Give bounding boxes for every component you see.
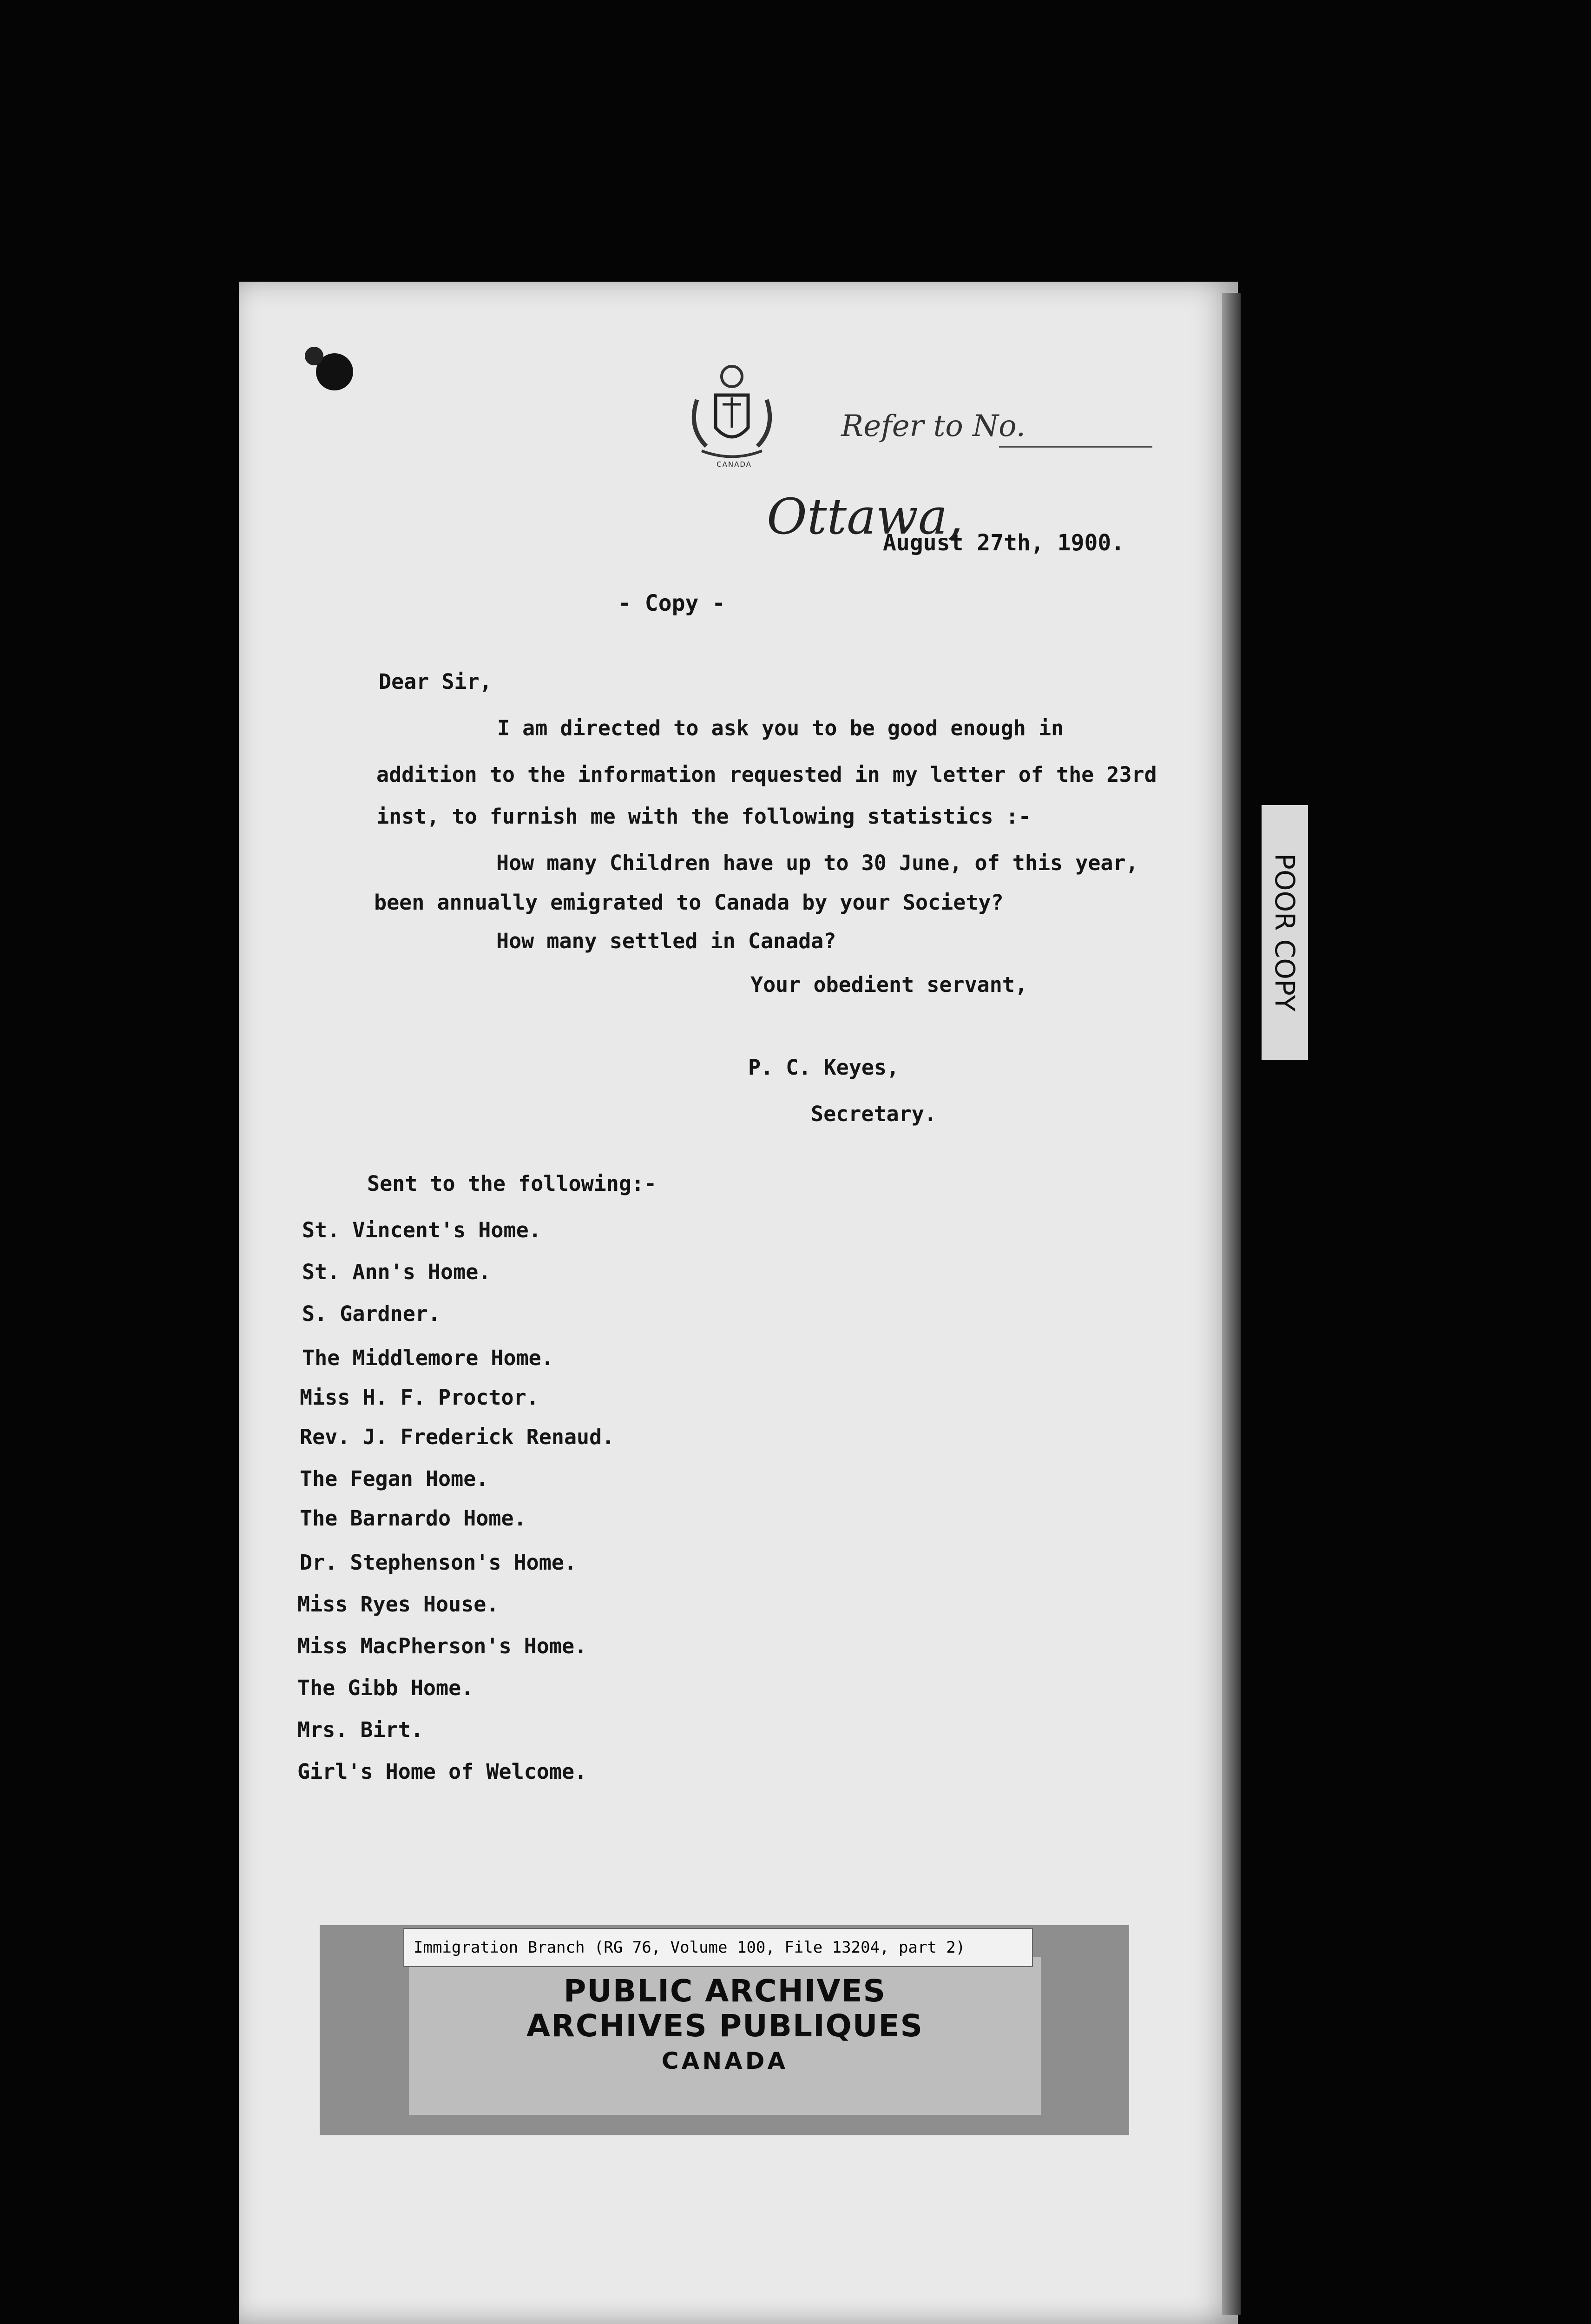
poor-copy-tag <box>1262 805 1308 1060</box>
recipient-item: The Middlemore Home. <box>302 1346 554 1370</box>
body-line: addition to the information requested in my letter of the 23rd <box>376 762 1157 787</box>
recipient-item: Mrs. Birt. <box>297 1717 423 1742</box>
recipient-item: The Barnardo Home. <box>300 1506 526 1531</box>
punch-hole <box>316 353 353 390</box>
closing: Your obedient servant, <box>750 972 1028 997</box>
recipient-item: The Fegan Home. <box>300 1466 489 1491</box>
recipient-item: Miss Ryes House. <box>297 1592 499 1617</box>
signature-title: Secretary. <box>811 1102 937 1126</box>
recipient-item: S. Gardner. <box>302 1301 441 1326</box>
body-line: How many Children have up to 30 June, of this year, <box>496 851 1138 875</box>
page-edge <box>1222 293 1241 2315</box>
refer-to-line <box>999 446 1152 448</box>
poor-copy-text: POOR COPY <box>1269 853 1301 1012</box>
recipient-item: St. Vincent's Home. <box>302 1218 541 1242</box>
archive-stamp-line1: PUBLIC ARCHIVES <box>563 1973 887 2009</box>
recipient-item: St. Ann's Home. <box>302 1260 491 1284</box>
copy-label: - Copy - <box>618 590 726 616</box>
recipient-item: Miss MacPherson's Home. <box>297 1634 587 1658</box>
archive-reference-label: Immigration Branch (RG 76, Volume 100, File 13204, part 2) <box>403 1928 1033 1967</box>
body-line: I am directed to ask you to be good enough in <box>497 716 1064 740</box>
recipient-item: Girl's Home of Welcome. <box>297 1759 587 1784</box>
recipient-item: Dr. Stephenson's Home. <box>300 1550 577 1575</box>
signature-name: P. C. Keyes, <box>748 1055 900 1080</box>
recipient-item: The Gibb Home. <box>297 1676 474 1700</box>
place: Ottawa, <box>767 488 963 545</box>
body-line: been annually emigrated to Canada by your Society? <box>374 890 1004 915</box>
recipient-item: Miss H. F. Proctor. <box>300 1385 539 1410</box>
body-line: inst, to furnish me with the following statistics :- <box>376 804 1031 829</box>
seal-caption: CANADA <box>717 460 752 469</box>
letter-date: August 27th, 1900. <box>883 530 1125 556</box>
archive-stamp-line3: CANADA <box>661 2047 789 2074</box>
archive-stamp-line2: ARCHIVES PUBLIQUES <box>526 2008 923 2044</box>
refer-to-label: Refer to No. <box>841 409 1026 443</box>
recipient-item: Rev. J. Frederick Renaud. <box>300 1425 615 1449</box>
sent-to-heading: Sent to the following:- <box>367 1171 657 1196</box>
coat-of-arms-seal <box>678 358 785 465</box>
salutation: Dear Sir, <box>379 669 492 694</box>
body-line: How many settled in Canada? <box>496 929 836 953</box>
